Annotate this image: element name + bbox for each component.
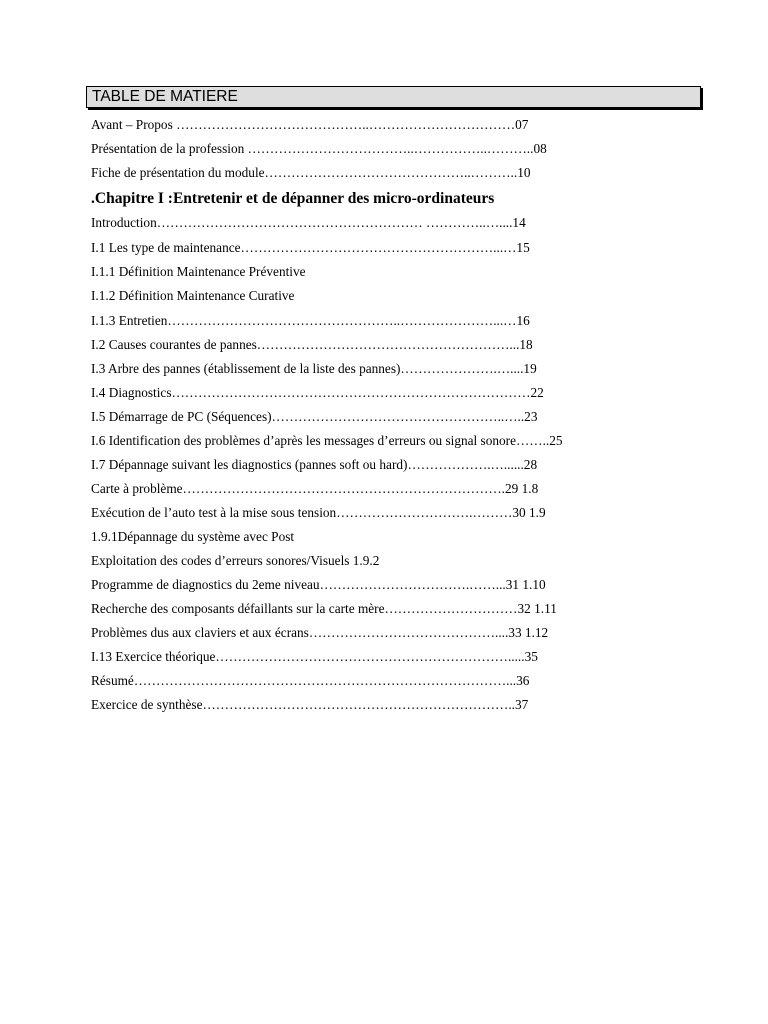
toc-entry: Programme de diagnostics du 2eme niveau…………………………….……...31 1.10 xyxy=(91,577,546,592)
toc-entry: Introduction…………………………………………………… …………..…....14 xyxy=(91,215,526,230)
toc-entry: I.6 Identification des problèmes d’après les messages d’erreurs ou signal sonore……..25 xyxy=(91,433,563,448)
toc-entry: Problèmes dus aux claviers et aux écrans……………………………………....33 1.12 xyxy=(91,625,549,640)
toc-entry: I.1.3 Entretien……………………………………………..…………………...…16 xyxy=(91,313,530,328)
toc-entry: Exécution de l’auto test à la mise sous tension………………………….………30 1.9 xyxy=(91,505,546,520)
toc-entry: I.4 Diagnostics………………………………………………………………………22 xyxy=(91,385,544,400)
toc-entry: 1.9.1Dépannage du système avec Post xyxy=(91,529,295,544)
toc-entry: Résumé…………………………………………………………………………...36 xyxy=(91,673,530,688)
toc-entry: I.13 Exercice théorique………………………………………………………….....35 xyxy=(91,649,538,664)
toc-entry: Recherche des composants défaillants sur la carte mère…………………………32 1.11 xyxy=(91,601,557,616)
page-title: TABLE DE MATIERE xyxy=(92,88,238,105)
toc-entry: Avant – Propos ……………………………………..……………………………07 xyxy=(91,117,529,132)
toc-entry: Exercice de synthèse……………………………………………………………..37 xyxy=(91,697,529,712)
toc-entry: Exploitation des codes d’erreurs sonores/Visuels 1.9.2 xyxy=(91,553,380,568)
toc-entry: Carte à problème……………………………………………………………….29 1.8 xyxy=(91,481,539,496)
toc-entry: I.5 Démarrage de PC (Séquences)……………………………………………..…..23 xyxy=(91,409,538,424)
toc-entry: I.2 Causes courantes de pannes…………………………………………………...18 xyxy=(91,337,533,352)
toc-entry: Présentation de la profession ………………………………..……………..………..08 xyxy=(91,141,547,156)
toc-entry: I.1 Les type de maintenance…………………………………………………...…15 xyxy=(91,240,530,255)
toc-entry: I.7 Dépannage suivant les diagnostics (pannes soft ou hard)……………….…......28 xyxy=(91,457,538,472)
toc-entry: I.1.2 Définition Maintenance Curative xyxy=(91,288,295,303)
toc-chapter-heading: .Chapitre I :Entretenir et de dépanner des micro-ordinateurs xyxy=(91,190,495,207)
toc-entry: Fiche de présentation du module………………………………………..………..10 xyxy=(91,165,531,180)
toc-entry: I.3 Arbre des pannes (établissement de la liste des pannes)………………….…....19 xyxy=(91,361,537,376)
toc-entry: I.1.1 Définition Maintenance Préventive xyxy=(91,264,306,279)
